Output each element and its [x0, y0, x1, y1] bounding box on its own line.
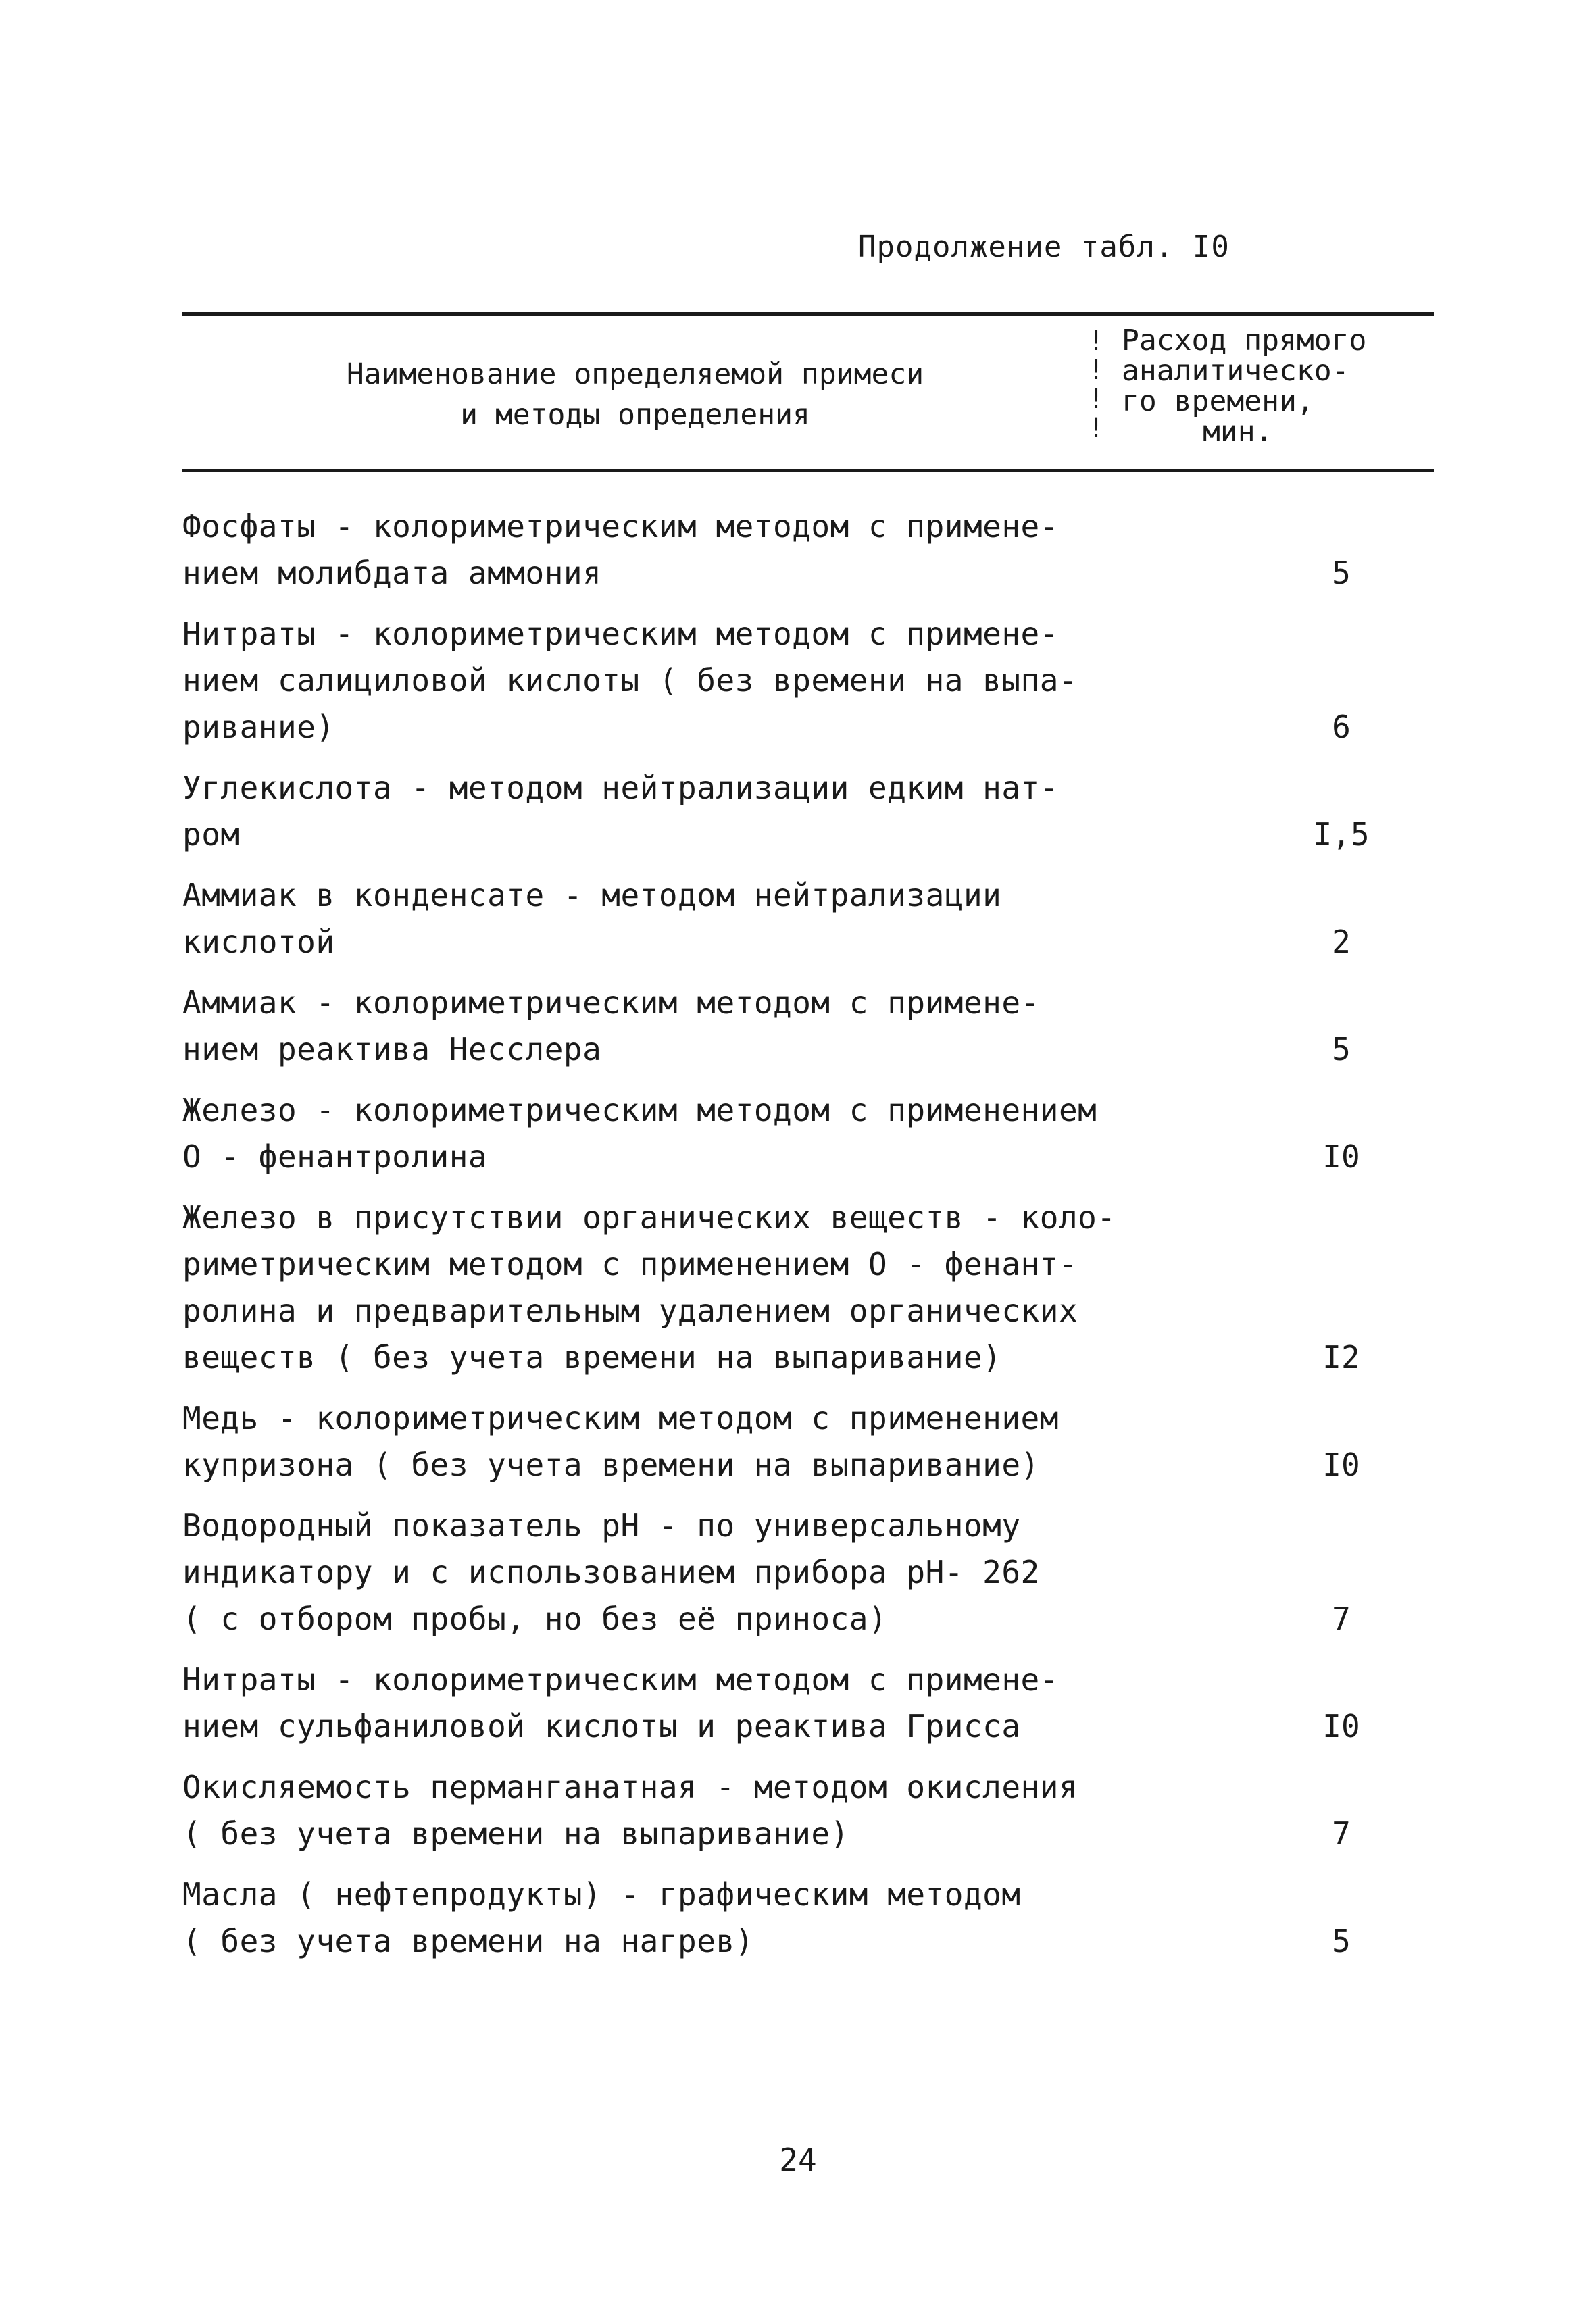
- row-time-value: 7: [1332, 1815, 1351, 1852]
- column-header-time: [1122, 326, 1419, 447]
- table-continuation-title: Продолжение табл. I0: [858, 230, 1230, 264]
- row-method-text: Фосфаты - колориметрическим методом с примене- нием молибдата аммония: [182, 508, 1059, 591]
- row-time-value: 7: [1332, 1601, 1351, 1637]
- row-method-text: Углекислота - методом нейтрализации едким нат- ром: [182, 770, 1059, 853]
- table-row: [182, 1087, 1466, 1180]
- table-row: [182, 872, 1466, 965]
- table-row: [182, 980, 1466, 1073]
- row-method-text: Окисляемость перманганатная - методом окисления ( без учета времени на выпаривание): [182, 1769, 1078, 1852]
- table-row: [182, 1871, 1466, 1965]
- page-number: 24: [779, 2142, 817, 2178]
- column-header-time-units: мин.: [1203, 415, 1273, 449]
- row-method-text: Аммиак в конденсате - методом нейтрализации кислотой: [182, 877, 1002, 960]
- row-time-value: I0: [1322, 1138, 1360, 1175]
- row-method-text: Водородный показатель рН - по универсальному индикатору и с использованием прибора рН- 262 ( с отбором пробы, но без её приноса): [182, 1507, 1040, 1637]
- column-separator: ! ! ! !: [1088, 326, 1105, 444]
- row-method-text: Нитраты - колориметрическим методом с примене- нием салициловой кислоты ( без времени на выпа- ривание): [182, 615, 1078, 745]
- table-header-bottom-rule: [182, 469, 1434, 472]
- row-method-text: Нитраты - колориметрическим методом с примене- нием сульфаниловой кислоты и реактива Грисса: [182, 1661, 1059, 1744]
- row-time-value: 5: [1332, 1923, 1351, 1959]
- table-top-rule: [182, 312, 1434, 316]
- table-row: [182, 1657, 1466, 1750]
- table-body: [182, 503, 1466, 1979]
- table-row: [182, 1503, 1466, 1642]
- table-row: [182, 765, 1466, 858]
- row-time-value: 2: [1332, 924, 1351, 960]
- row-method-text: Железо - колориметрическим методом с применением О - фенантролина: [182, 1092, 1097, 1175]
- row-time-value: I0: [1322, 1708, 1360, 1744]
- column-header-time-line: Расход прямого: [1122, 324, 1367, 357]
- table-row: [182, 1395, 1466, 1488]
- row-time-value: I0: [1322, 1447, 1360, 1483]
- column-header-time-line: го времени,: [1122, 384, 1314, 418]
- row-time-value: 6: [1332, 709, 1351, 745]
- table-row: [182, 1764, 1466, 1857]
- row-time-value: 5: [1332, 555, 1351, 591]
- row-method-text: Железо в присутствии органических веществ - коло- риметрическим методом с применением О - фенант- ролина и предварительным удалением органических веществ ( без учета времени на выпаривание): [182, 1199, 1116, 1376]
- row-time-value: I2: [1322, 1339, 1360, 1376]
- column-header-impurity-method: Наименование определяемой примеси и методы определения: [346, 357, 924, 432]
- row-method-text: Аммиак - колориметрическим методом с примене- нием реактива Несслера: [182, 984, 1040, 1067]
- table-row: [182, 503, 1466, 597]
- row-method-text: Масла ( нефтепродукты) - графическим методом ( без учета времени на нагрев): [182, 1876, 1021, 1959]
- row-time-value: 5: [1332, 1031, 1351, 1067]
- column-header-time-line: аналитическо-: [1122, 354, 1349, 388]
- row-time-value: I,5: [1313, 816, 1370, 853]
- row-method-text: Медь - колориметрическим методом с применением купризона ( без учета времени на выпаривание): [182, 1400, 1059, 1483]
- table-row: [182, 611, 1466, 751]
- table-row: [182, 1194, 1466, 1381]
